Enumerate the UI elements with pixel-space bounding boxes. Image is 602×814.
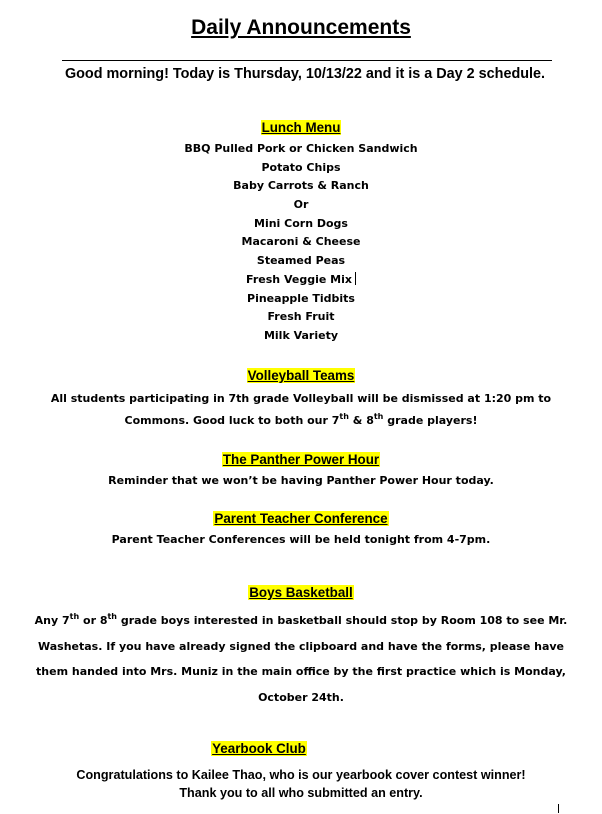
menu-item: Pineapple Tidbits [247, 291, 355, 305]
menu-item-label: Fresh Veggie Mix [246, 272, 352, 286]
text-cursor [355, 272, 356, 285]
conference-heading [0, 510, 602, 528]
page-edge-mark [558, 804, 559, 813]
menu-item: Or [293, 198, 309, 212]
menu-item: BBQ Pulled Pork or Chicken Sandwich [184, 142, 418, 155]
conference-heading-label: Parent Teacher Conference [214, 511, 388, 526]
lunch-menu-heading [0, 119, 602, 137]
page-title: Daily Announcements [191, 16, 411, 39]
lunch-menu-heading-label: Lunch Menu [261, 120, 341, 135]
volleyball-heading [0, 367, 602, 385]
panther-text: Reminder that we won’t be having Panther Power Hour today. [108, 474, 494, 487]
yearbook-line-1: Congratulations to Kailee Thao, who is our yearbook cover contest winner! [76, 768, 526, 782]
ordinal-suffix: th [373, 412, 384, 421]
basketball-heading [0, 584, 602, 602]
volleyball-line-2b: & 8 [348, 414, 374, 427]
volleyball-line-2a: Commons. Good luck to both our 7 [124, 414, 340, 427]
menu-item: Milk Variety [263, 328, 339, 342]
menu-item: Macaroni & Cheese [241, 235, 361, 249]
volleyball-heading-label: Volleyball Teams [247, 368, 355, 383]
menu-item: Mini Corn Dogs [254, 216, 348, 230]
basketball-heading-label: Boys Basketball [249, 585, 353, 600]
panther-power-hour-heading [0, 451, 602, 469]
panther-heading-label: The Panther Power Hour [222, 452, 380, 467]
lunch-menu-list [0, 140, 602, 346]
conference-text: Parent Teacher Conferences will be held tonight from 4-7pm. [111, 533, 491, 546]
basketball-line-4: October 24th. [258, 690, 344, 704]
greeting-text: Good morning! Today is Thursday, 10/13/22 and it is a Day 2 schedule. [64, 66, 546, 82]
ordinal-suffix: th [107, 612, 118, 621]
volleyball-line-2c: grade players! [383, 414, 478, 427]
yearbook-text [0, 766, 602, 802]
menu-item: Steamed Peas [256, 254, 346, 268]
basketball-line-1c: grade boys interested in basketball should stop by Room 108 to see Mr. [117, 614, 568, 627]
basketball-line-1b: or 8 [79, 614, 108, 627]
menu-item: Fresh Fruit [267, 310, 335, 324]
basketball-line-2: Washetas. If you have already signed the clipboard and have the forms, please have [38, 639, 564, 653]
menu-item [0, 271, 602, 290]
basketball-line-3: them handed into Mrs. Muniz in the main office by the first practice which is Monday, [36, 665, 566, 678]
volleyball-line-1: All students participating in 7th grade Volleyball will be dismissed at 1:20 pm to [50, 392, 552, 405]
yearbook-line-2: Thank you to all who submitted an entry. [179, 786, 423, 800]
ordinal-suffix: th [69, 612, 80, 621]
menu-item: Baby Carrots & Ranch [233, 179, 369, 193]
menu-item: Potato Chips [261, 160, 341, 174]
ordinal-suffix: th [339, 412, 349, 421]
yearbook-heading-label: Yearbook Club [212, 741, 306, 756]
basketball-line-1a: Any 7 [34, 614, 70, 627]
yearbook-heading [0, 740, 560, 758]
title-divider [62, 60, 552, 61]
volleyball-text [0, 388, 602, 432]
basketball-text [0, 608, 602, 710]
